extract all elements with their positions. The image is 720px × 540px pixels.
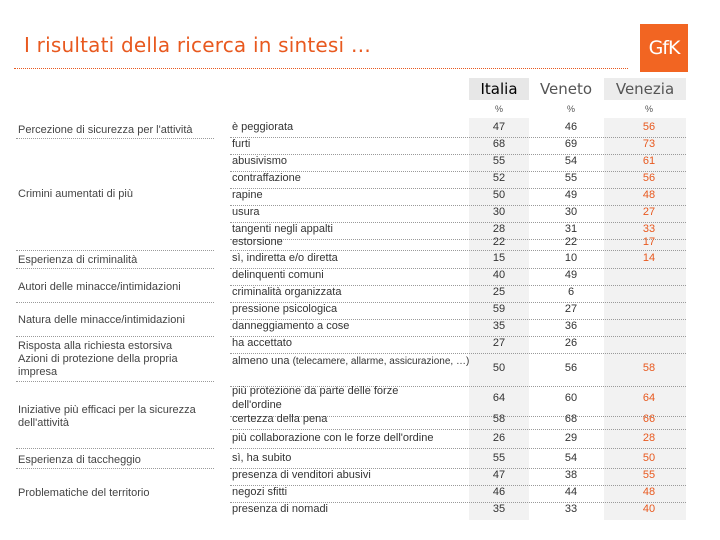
value-veneto: 33 <box>564 503 578 515</box>
value-italia: 58 <box>492 413 506 425</box>
category-label: Azioni di protezione della propria impresa <box>18 353 178 378</box>
category-label: Problematiche del territorio <box>18 487 150 499</box>
value-italia: 50 <box>492 362 506 374</box>
table-row <box>230 205 686 223</box>
row-label: certezza della pena <box>232 413 328 425</box>
category-label: Iniziative più efficaci per la sicurezza dell'attività <box>18 404 196 429</box>
row-label: rapine <box>232 189 263 201</box>
value-venezia: 61 <box>642 155 656 167</box>
column-header-italia: Italia <box>469 78 529 100</box>
value-italia: 15 <box>492 252 506 264</box>
row-label: più collaborazione con le forze dell'ordine <box>232 432 434 444</box>
row-label <box>232 354 469 369</box>
table-row <box>230 336 686 354</box>
value-veneto: 29 <box>564 432 578 444</box>
table-row <box>230 451 686 469</box>
title-divider <box>14 68 628 69</box>
value-italia: 28 <box>492 223 506 235</box>
category-divider <box>16 268 214 269</box>
page-title: I risultati della ricerca in sintesi … <box>24 33 372 57</box>
category-label: Esperienza di taccheggio <box>18 454 141 466</box>
category-label: Esperienza di criminalità <box>18 254 138 266</box>
value-italia: 47 <box>492 469 506 481</box>
value-veneto: 54 <box>564 155 578 167</box>
value-venezia: 14 <box>642 252 656 264</box>
value-venezia: 48 <box>642 486 656 498</box>
category-divider <box>16 250 214 251</box>
value-venezia: 56 <box>642 172 656 184</box>
value-veneto: 46 <box>564 121 578 133</box>
table-row <box>230 251 686 269</box>
table-row <box>230 468 686 486</box>
value-italia: 55 <box>492 452 506 464</box>
table-row <box>230 188 686 206</box>
value-veneto: 55 <box>564 172 578 184</box>
value-venezia: 50 <box>642 452 656 464</box>
table-row <box>230 120 686 138</box>
value-venezia: 64 <box>642 392 656 404</box>
row-label: sì, indiretta e/o diretta <box>232 252 338 264</box>
row-label: danneggiamento a cose <box>232 320 350 332</box>
category-divider <box>16 138 214 139</box>
value-veneto: 60 <box>564 392 578 404</box>
row-label: delinquenti comuni <box>232 269 324 281</box>
row-label: negozi sfitti <box>232 486 288 498</box>
table-row <box>230 268 686 286</box>
value-veneto: 44 <box>564 486 578 498</box>
value-italia: 50 <box>492 189 506 201</box>
value-veneto: 49 <box>564 269 578 281</box>
value-italia: 68 <box>492 138 506 150</box>
row-label: criminalità organizzata <box>232 286 342 298</box>
value-italia: 52 <box>492 172 506 184</box>
table-row <box>230 171 686 189</box>
value-veneto: 27 <box>564 303 578 315</box>
category-divider <box>16 381 214 382</box>
value-venezia: 48 <box>642 189 656 201</box>
table-row <box>230 285 686 303</box>
value-veneto: 6 <box>567 286 575 298</box>
value-italia: 46 <box>492 486 506 498</box>
value-italia: 35 <box>492 320 506 332</box>
table-row <box>230 412 686 430</box>
category-label: Crimini aumentati di più <box>18 188 133 200</box>
table-row <box>230 353 686 387</box>
value-italia: 55 <box>492 155 506 167</box>
table-row <box>230 319 686 337</box>
row-label: usura <box>232 206 260 218</box>
category-label: Autori delle minacce/intimidazioni <box>18 281 181 293</box>
value-veneto: 10 <box>564 252 578 264</box>
value-italia: 30 <box>492 206 506 218</box>
row-label: contraffazione <box>232 172 301 184</box>
row-label: tangenti negli appalti <box>232 223 333 235</box>
unit-veneto: % <box>566 104 575 114</box>
value-veneto: 30 <box>564 206 578 218</box>
row-label: furti <box>232 138 251 150</box>
table-row <box>230 302 686 320</box>
row-label: presenza di venditori abusivi <box>232 469 371 481</box>
value-italia: 35 <box>492 503 506 515</box>
value-veneto: 38 <box>564 469 578 481</box>
value-venezia: 40 <box>642 503 656 515</box>
value-venezia: 28 <box>642 432 656 444</box>
category-divider <box>16 468 214 469</box>
table-row <box>230 502 686 519</box>
category-label: Risposta alla richiesta estorsiva <box>18 340 173 352</box>
row-label: più protezione da parte delle forze dell'ordine <box>232 385 399 411</box>
value-venezia: 55 <box>642 469 656 481</box>
value-italia: 47 <box>492 121 506 133</box>
column-header-veneto: Veneto <box>539 80 593 98</box>
value-italia: 26 <box>492 432 506 444</box>
table-row <box>230 137 686 155</box>
value-veneto: 68 <box>564 413 578 425</box>
value-italia: 64 <box>492 392 506 404</box>
value-veneto: 26 <box>564 337 578 349</box>
column-header-venezia: Venezia <box>604 78 686 100</box>
gfk-logo: GfK <box>640 24 688 72</box>
row-label-main: almeno una <box>232 355 290 367</box>
row-label-note: (telecamere, allarme, assicurazione, …) <box>292 356 470 367</box>
category-divider <box>16 336 214 337</box>
table-row <box>230 154 686 172</box>
row-label: presenza di nomadi <box>232 503 329 515</box>
table-row <box>230 431 686 449</box>
value-italia: 40 <box>492 269 506 281</box>
value-venezia: 27 <box>642 206 656 218</box>
value-veneto: 69 <box>564 138 578 150</box>
row-label: estorsione <box>232 236 283 248</box>
table-row <box>230 485 686 503</box>
row-label: è peggiorata <box>232 121 294 133</box>
value-venezia: 66 <box>642 413 656 425</box>
value-italia: 27 <box>492 337 506 349</box>
row-label: sì, ha subito <box>232 452 292 464</box>
value-venezia: 73 <box>642 138 656 150</box>
category-divider <box>16 448 214 449</box>
category-label: Percezione di sicurezza per l'attività <box>18 124 193 136</box>
value-veneto: 49 <box>564 189 578 201</box>
value-venezia: 33 <box>642 223 656 235</box>
unit-italia: % <box>494 104 503 114</box>
row-label: ha accettato <box>232 337 292 349</box>
value-veneto: 56 <box>564 362 578 374</box>
value-veneto: 36 <box>564 320 578 332</box>
value-venezia: 17 <box>642 236 656 248</box>
value-italia: 59 <box>492 303 506 315</box>
row-label: pressione psicologica <box>232 303 338 315</box>
value-italia: 25 <box>492 286 506 298</box>
value-veneto: 22 <box>564 236 578 248</box>
value-italia: 22 <box>492 236 506 248</box>
value-venezia: 56 <box>642 121 656 133</box>
value-veneto: 31 <box>564 223 578 235</box>
category-label: Natura delle minacce/intimidazioni <box>18 314 185 326</box>
value-veneto: 54 <box>564 452 578 464</box>
value-venezia: 58 <box>642 362 656 374</box>
row-label: abusivismo <box>232 155 288 167</box>
category-divider <box>16 302 214 303</box>
table-row <box>230 236 686 251</box>
unit-venezia: % <box>644 104 653 114</box>
